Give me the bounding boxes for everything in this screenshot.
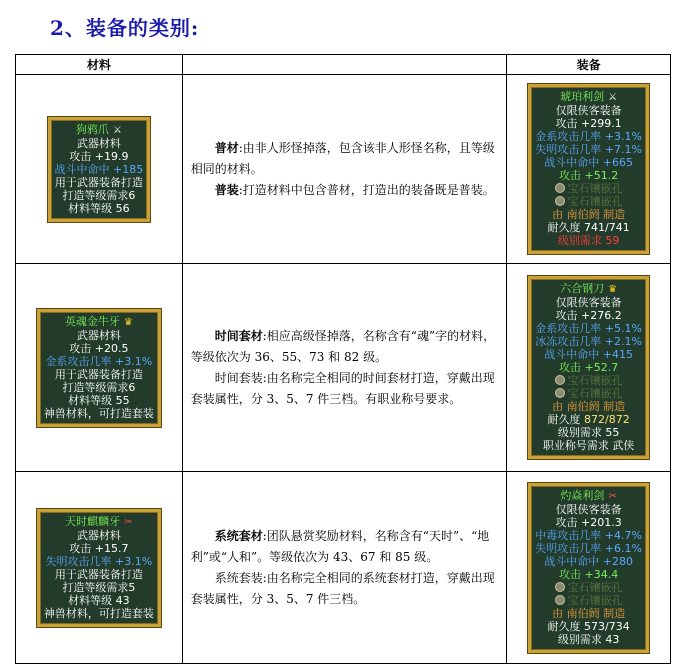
desc-term: 时间套材	[214, 328, 263, 343]
material-line: 用于武器装备打造	[54, 567, 143, 581]
desc-paragraph: 系统套装:由名称完全相同的系统套材打造，穿戴出现套装属性，分 3、5、7 件三档。	[190, 570, 495, 606]
equipment-cell	[507, 75, 671, 264]
material-line: 战斗中命中 +185	[54, 162, 144, 176]
material-line: 攻击 +15.7	[69, 541, 129, 555]
equip-line: 攻击 +51.2	[559, 169, 619, 182]
gem-socket-icon	[555, 375, 565, 385]
sword-pair-icon: ✂	[608, 490, 617, 502]
material-line: 武器材料	[76, 136, 121, 150]
equipment-name: 琥珀利剑	[560, 90, 605, 103]
equipment-cell	[507, 472, 671, 664]
equip-line: 失明攻击几率 +7.1%	[535, 143, 642, 156]
equip-line: 耐久度	[547, 413, 581, 426]
desc-paragraph: 时间套材:相应高级怪掉落，名称含有“魂”字的材料，等级依次为 36、55、73 和 82 级。	[190, 328, 496, 364]
desc-paragraph: 普装:打造材料中包含普材，打造出的装备既是普装。	[214, 182, 495, 197]
material-line: 打造等级需求6	[62, 380, 136, 394]
material-line: 打造等级需求5	[62, 580, 136, 594]
crossed-swords-icon: ⚔	[608, 92, 618, 103]
desc-paragraph: 系统套材:团队悬赏奖励材料，名称含有“天时”、“地利”或“人和”。等级依次为 43、67 和 85 级。	[190, 528, 490, 564]
gem-socket-icon	[555, 388, 565, 398]
description-cell	[182, 75, 506, 264]
equip-line: 耐久度 573/734	[547, 619, 630, 633]
material-tooltip	[48, 117, 151, 222]
equip-line: 由 南伯阏 制造	[552, 606, 626, 620]
table-row	[16, 264, 671, 472]
gem-socket-icon	[555, 196, 565, 206]
equipment-tooltip: 琥珀利剑 ⚔ 仅限侠客装备 攻击 +299.1 金系攻击几率 +3.1% 失明攻击几率 +7.1% 战斗中命中 +665 攻击 +51.2 宝石镶嵌孔 宝石镶嵌孔 由 南伯阏 制造 耐久度 741/741 级别需求 59	[528, 84, 649, 254]
material-tooltip	[37, 309, 161, 427]
crown-icon: ♛	[608, 284, 618, 295]
equipment-name: 六合钢刀	[560, 282, 605, 295]
equip-line: 职业称号需求 武侠	[542, 439, 635, 452]
desc-term: 系统套材	[214, 528, 263, 543]
header-description	[182, 55, 506, 75]
equip-line: 级别需求 43	[557, 632, 620, 646]
desc-paragraph: 时间套装:由名称完全相同的时间套材打造，穿戴出现套装属性，分 3、5、7 件三档。有职业称号要求。	[190, 370, 495, 406]
material-line: 用于武器装备打造	[54, 175, 143, 189]
equip-line: 级别需求 55	[557, 426, 620, 439]
gem-socket-icon	[555, 582, 565, 592]
durability-value: 872/872	[584, 413, 630, 426]
material-cell	[16, 472, 183, 664]
equip-line: 金系攻击几率 +5.1%	[535, 322, 642, 335]
material-cell	[16, 264, 183, 472]
equip-line: 由 南伯阏 制造	[552, 208, 626, 221]
equip-line: 金系攻击几率 +3.1%	[535, 130, 642, 143]
equip-line: 中毒攻击几率 +4.7%	[535, 528, 642, 542]
material-line: 武器材料	[76, 528, 121, 542]
equip-line: 冰冻攻击几率 +2.1%	[535, 335, 642, 348]
material-line: 金系攻击几率 +3.1%	[45, 354, 153, 368]
sword-pair-icon: ✂	[124, 516, 133, 528]
material-line: 失明攻击几率 +3.1%	[45, 554, 153, 568]
material-line: 神兽材料，可打造套装	[43, 606, 154, 620]
equip-line: 攻击 +34.4	[559, 567, 619, 581]
material-tooltip	[37, 509, 161, 627]
material-line: 用于武器装备打造	[54, 367, 143, 381]
crossed-swords-icon: ⚔	[112, 124, 122, 136]
equipment-tooltip: 灼焱利剑 ✂ 仅限侠客装备 攻击 +201.3 中毒攻击几率 +4.7% 失明攻击几率 +6.1% 战斗中命中 +280 攻击 +34.4 宝石镶嵌孔 宝石镶嵌孔 由 南伯阏 制造 耐久度 573/734 级别需求 43	[528, 483, 649, 653]
equip-line: 级别需求 59	[557, 234, 620, 247]
material-name: 英魂金牛牙	[64, 314, 120, 328]
desc-term: 普装	[214, 182, 239, 197]
equip-line: 攻击 +52.7	[559, 361, 619, 374]
material-line: 武器材料	[76, 328, 121, 342]
equip-line: 攻击 +201.3	[555, 515, 622, 529]
header-equipment: 装备	[507, 55, 671, 75]
equipment-cell	[507, 264, 671, 472]
table-header-row	[16, 55, 671, 75]
material-line: 材料等级 56	[68, 201, 130, 215]
equip-line: 失明攻击几率 +6.1%	[535, 541, 642, 555]
header-material: 材料	[16, 55, 183, 75]
equip-line: 由 南伯阏 制造	[552, 400, 626, 413]
table-row	[16, 75, 671, 264]
material-name: 狗鸦爪	[75, 122, 109, 136]
equip-line: 攻击 +299.1	[555, 117, 622, 130]
equip-line: 仅限侠客装备	[555, 104, 622, 117]
equip-line: 攻击 +276.2	[555, 309, 622, 322]
material-line: 攻击 +19.9	[69, 149, 129, 163]
equip-line: 仅限侠客装备	[555, 502, 622, 516]
material-line: 打造等级需求6	[62, 188, 136, 202]
description-cell	[182, 264, 506, 472]
equip-line: 仅限侠客装备	[555, 296, 622, 309]
equip-line: 战斗中命中 +665	[544, 156, 633, 169]
equip-line: 耐久度 741/741	[547, 221, 630, 234]
equipment-name: 灼焱利剑	[560, 488, 605, 502]
material-line: 材料等级 55	[68, 393, 130, 407]
equip-line: 战斗中命中 +415	[544, 348, 633, 361]
description-cell	[182, 472, 506, 664]
desc-paragraph: 普材:由非人形怪掉落，包含该非人形怪名称，且等级相同的材料。	[190, 140, 495, 176]
table-row	[16, 472, 671, 664]
equipment-tooltip: 六合钢刀 ♛ 仅限侠客装备 攻击 +276.2 金系攻击几率 +5.1% 冰冻攻击几率 +2.1% 战斗中命中 +415 攻击 +52.7 宝石镶嵌孔 宝石镶嵌孔 由 南伯阏 制造 耐久度 872/872 级别需求 55 职业称号需求 武侠	[528, 276, 649, 459]
section-title: 2、装备的类别:	[50, 16, 200, 40]
equip-line: 战斗中命中 +280	[544, 554, 633, 568]
equipment-category-table	[15, 54, 671, 664]
material-line: 攻击 +20.5	[69, 341, 129, 355]
material-name: 天时麒麟牙	[65, 514, 121, 528]
gem-socket-icon	[555, 595, 565, 605]
material-cell	[16, 75, 183, 264]
material-line: 神兽材料，可打造套装	[43, 406, 154, 420]
gem-socket-icon	[555, 183, 565, 193]
crown-icon: ♛	[123, 316, 133, 328]
desc-term: 普材	[214, 140, 239, 155]
material-line: 材料等级 43	[68, 593, 130, 607]
